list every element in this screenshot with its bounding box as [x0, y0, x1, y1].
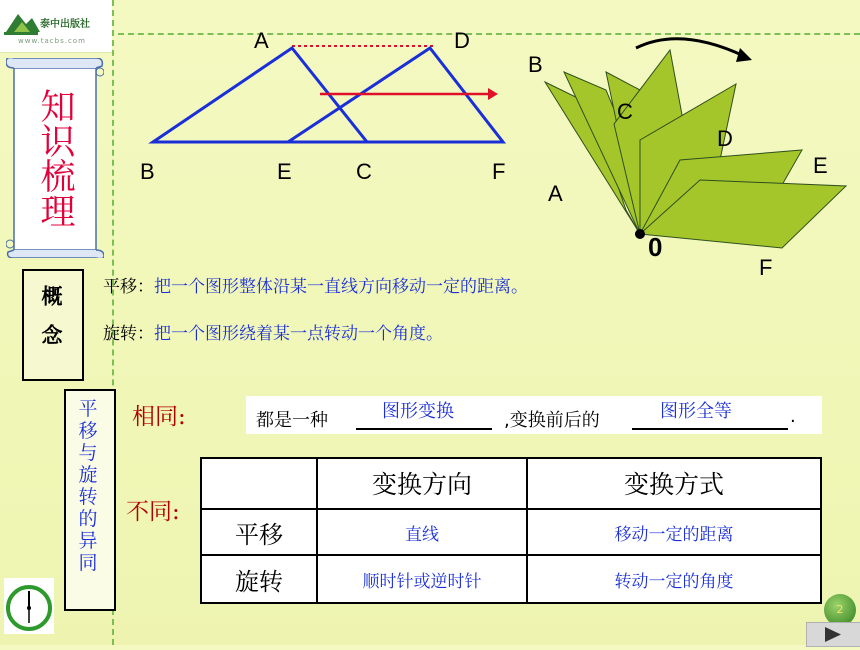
play-icon [807, 623, 860, 646]
label-rot-d: D [717, 126, 733, 151]
same-answer-2: 图形全等 [660, 401, 732, 422]
table-header-method: 变换方式 [527, 458, 821, 509]
clock-icon [4, 578, 54, 634]
row-direction-translation: 直线 [317, 509, 527, 556]
same-label: 相同: [132, 404, 186, 430]
comparison-side-title: 平移与旋转的异同 [78, 398, 98, 574]
label-d: D [454, 28, 470, 53]
row-method-translation: 移动一定的距离 [527, 509, 821, 556]
translation-term: 平移： [103, 277, 154, 297]
label-c: C [356, 159, 372, 184]
row-direction-rotation: 顺时针或逆时针 [317, 555, 527, 603]
same-end: . [790, 406, 796, 427]
row-name-translation: 平移 [201, 509, 317, 556]
table-row [201, 509, 821, 556]
label-f: F [492, 159, 506, 184]
publisher-logo [0, 0, 112, 53]
arrowhead-icon [488, 88, 498, 100]
blank-line-2 [632, 428, 788, 430]
rotation-arc [636, 39, 744, 56]
label-rot-e: E [813, 153, 828, 178]
label-rot-a: A [548, 181, 563, 206]
difference-table [200, 457, 822, 604]
publisher-url: www.tacbs.com [18, 37, 86, 45]
concept-label: 概念 [39, 285, 63, 363]
rotation-center [635, 229, 645, 239]
blank-line-1 [356, 428, 492, 430]
rotation-body: 把一个图形绕着某一点转动一个角度。 [154, 324, 443, 344]
label-b: B [140, 159, 155, 184]
row-method-rotation: 转动一定的角度 [527, 555, 821, 603]
row-name-rotation: 旋转 [201, 555, 317, 603]
table-row [201, 555, 821, 603]
rotation-term: 旋转： [103, 324, 154, 344]
same-answer-1: 图形变换 [382, 401, 454, 422]
translation-definition [103, 276, 528, 298]
rotation-diagram [540, 30, 860, 270]
label-e: E [277, 159, 292, 184]
label-a: A [254, 28, 269, 53]
same-middle: ,变换前后的 [504, 410, 600, 431]
diff-label: 不同: [126, 499, 180, 525]
translation-diagram [140, 30, 520, 200]
same-prefix: 都是一种 [256, 410, 328, 431]
section-title: 知识梳理 [35, 88, 75, 228]
publisher-name: 泰中出版社 [40, 19, 90, 30]
same-statement-box [246, 396, 822, 434]
translation-body: 把一个图形整体沿某一直线方向移动一定的距离。 [154, 277, 528, 297]
label-rot-b: B [528, 52, 543, 77]
next-slide-button[interactable] [806, 622, 860, 647]
rotation-arrowhead-icon [736, 48, 752, 62]
page-number-badge: 2 [824, 594, 856, 626]
label-rot-f: F [759, 255, 773, 280]
table-header-direction: 变换方向 [317, 458, 527, 509]
label-rot-c: C [617, 99, 633, 124]
rotation-definition [103, 323, 443, 345]
label-rot-o: 0 [648, 232, 663, 262]
table-header-empty [201, 458, 317, 509]
table-header-row [201, 458, 821, 509]
